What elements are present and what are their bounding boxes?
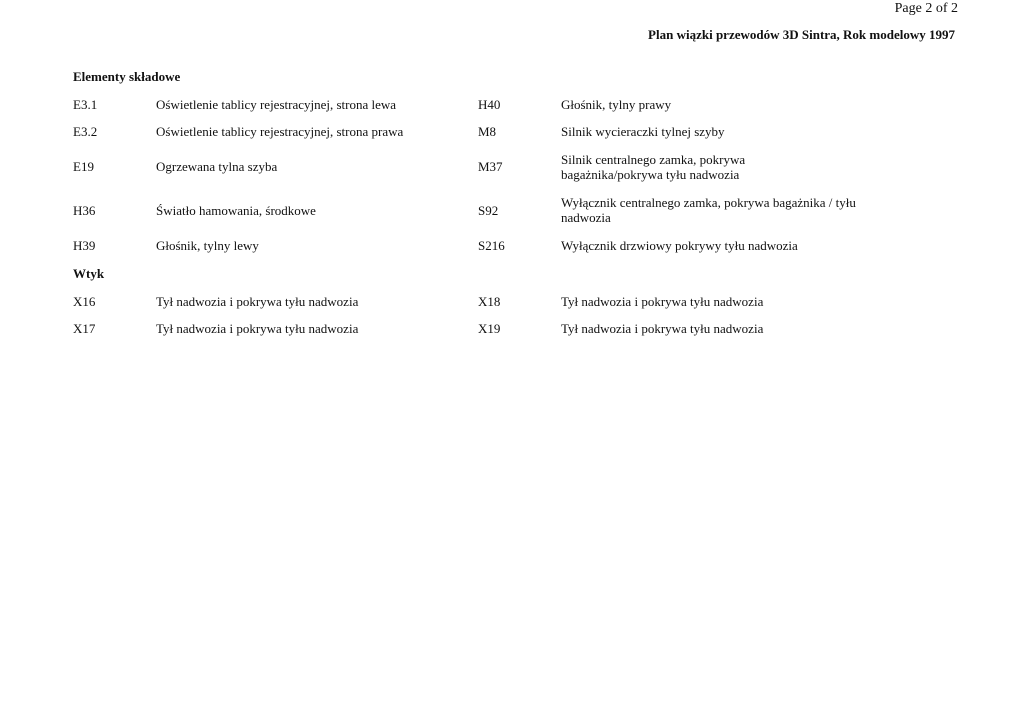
left-code: X16	[73, 294, 96, 309]
left-code: E19	[73, 159, 94, 174]
right-description: Tył nadwozia i pokrywa tyłu nadwozia	[561, 294, 764, 309]
right-description: Tył nadwozia i pokrywa tyłu nadwozia	[561, 321, 764, 336]
left-description: Tył nadwozia i pokrywa tyłu nadwozia	[156, 321, 359, 336]
left-code: E3.1	[73, 97, 98, 112]
right-description: Wyłącznik centralnego zamka, pokrywa bagażnika / tyłu nadwozia	[561, 195, 856, 225]
right-description: Silnik wycieraczki tylnej szyby	[561, 124, 725, 139]
right-code: X19	[478, 321, 501, 336]
right-code: M8	[478, 124, 497, 139]
section-heading-connectors: Wtyk	[73, 266, 105, 281]
right-code: S92	[478, 203, 499, 218]
left-code: E3.2	[73, 124, 98, 139]
left-description: Głośnik, tylny lewy	[156, 238, 259, 253]
right-description: Głośnik, tylny prawy	[561, 97, 672, 112]
right-description: Silnik centralnego zamka, pokrywa bagażnika/pokrywa tyłu nadwozia	[561, 152, 746, 182]
left-description: Tył nadwozia i pokrywa tyłu nadwozia	[156, 294, 359, 309]
section-heading-components: Elementy składowe	[73, 69, 181, 84]
left-description: Oświetlenie tablicy rejestracyjnej, strona lewa	[156, 97, 397, 112]
right-code: X18	[478, 294, 501, 309]
left-code: X17	[73, 321, 96, 336]
right-description: Wyłącznik drzwiowy pokrywy tyłu nadwozia	[561, 238, 798, 253]
left-code: H39	[73, 238, 96, 253]
left-description: Ogrzewana tylna szyba	[156, 159, 278, 174]
document-title: Plan wiązki przewodów 3D Sintra, Rok modelowy 1997	[648, 27, 955, 42]
right-code: M37	[478, 159, 503, 174]
left-description: Światło hamowania, środkowe	[156, 203, 316, 218]
page-number: Page 2 of 2	[894, 1, 958, 16]
left-code: H36	[73, 203, 96, 218]
right-code: S216	[478, 238, 505, 253]
left-description: Oświetlenie tablicy rejestracyjnej, strona prawa	[156, 124, 404, 139]
right-code: H40	[478, 97, 501, 112]
